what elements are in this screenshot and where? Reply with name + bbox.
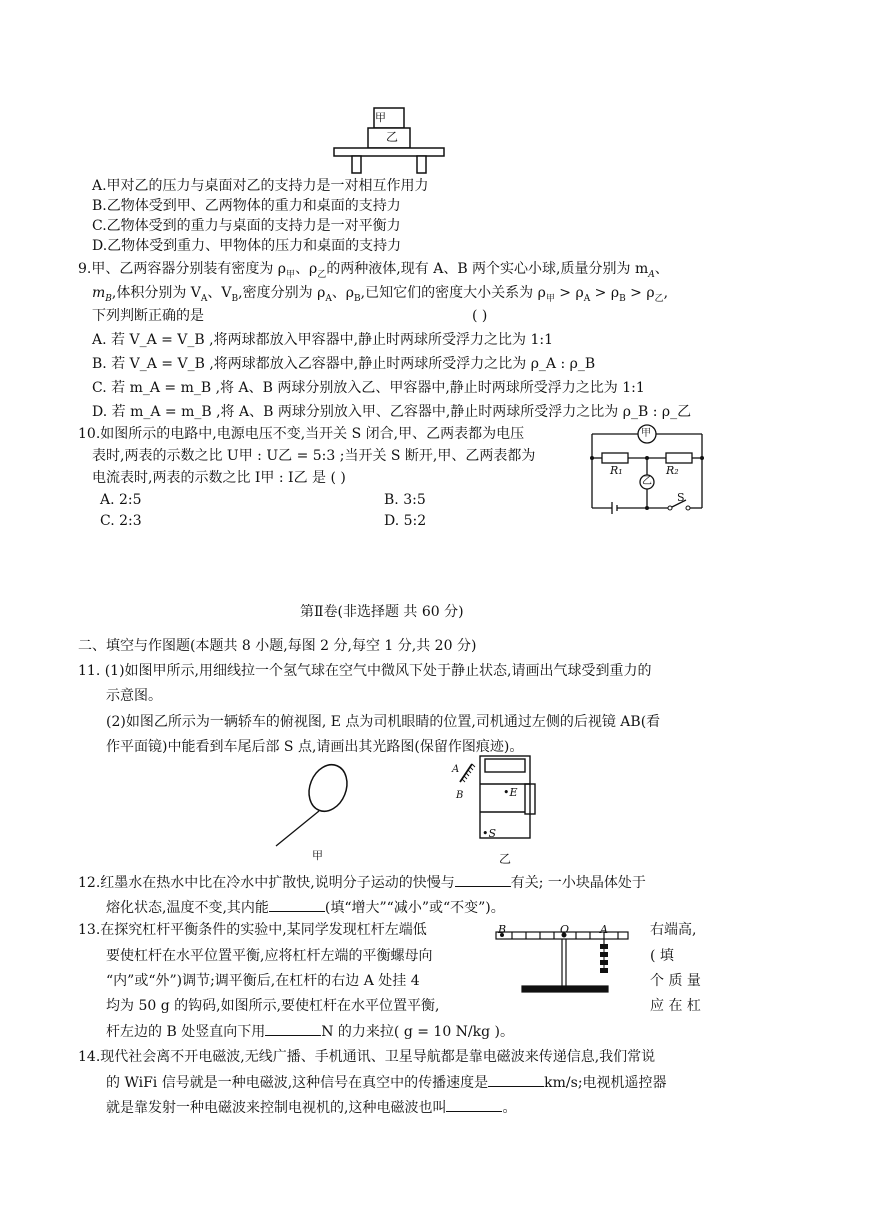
mirror-point-a: A [452, 764, 460, 775]
q8-option-d: D.乙物体受到重力、甲物体的压力和桌面的支持力 [92, 238, 402, 254]
q12-blank-2[interactable] [269, 897, 325, 912]
circuit-r2-label: R₂ [666, 464, 679, 477]
q9-stem-line2: $m_B$,体积分别为 $V_A$、$V_B$,密度分别为 $\rho_A$、$\rho_B$,已知它们的密度大小关系为 $\rho_甲 > \rho_A > \rho_B > \rho_乙$, [92, 285, 669, 304]
q9-option-b: B. 若 V_A = V_B ,将两球都放入乙容器中,静止时两球所受浮力之比为 ρ_A : ρ_B [92, 356, 596, 372]
q10-option-b: B. 3:5 [384, 492, 426, 508]
mirror-point-b: B [456, 790, 464, 801]
q13-line3a: “内”或“外”)调节;调平衡后,在杠杆的右边 A 处挂 4 [106, 973, 420, 989]
q11-line1: 11. (1)如图甲所示,用细线拉一个氢气球在空气中微风下处于静止状态,请画出气球受到重力的 [78, 663, 652, 679]
q9-answer-paren: ( ) [472, 308, 488, 324]
q11-line4: 作平面镜)中能看到车尾后部 S 点,请画出其光路图(保留作图痕迹)。 [106, 739, 524, 755]
fig-yi-caption: 乙 [499, 852, 512, 866]
part-2-header: 二、填空与作图题(本题共 8 小题,每图 2 分,每空 1 分,共 20 分) [78, 638, 477, 654]
q13-line5: 杆左边的 B 处竖直向下用 N 的力来拉( g = 10 N/kg )。 [106, 1021, 514, 1042]
q14-line2: 的 WiFi 信号就是一种电磁波,这种信号在真空中的传播速度是 km/s;电视机遥控器 [106, 1072, 667, 1093]
q12-line2: 熔化状态,温度不变,其内能 (填“增大”“减小”或“不变”)。 [106, 897, 505, 918]
circuit-meter-jia-label: 甲 [641, 428, 651, 439]
q13-blank[interactable] [265, 1021, 321, 1036]
q10-option-c: C. 2:3 [100, 513, 142, 529]
q8-option-c: C.乙物体受到的重力与桌面的支持力是一对平衡力 [92, 218, 401, 234]
block-label-yi: 乙 [386, 130, 399, 144]
q13-line2b: ( 填 [650, 948, 674, 964]
lever-point-a: A [600, 923, 608, 936]
q13-line1b: 右端高, [650, 922, 697, 938]
q9-stem-line3: 下列判断正确的是 [92, 308, 204, 324]
q8-option-b: B.乙物体受到甲、乙两物体的重力和桌面的支持力 [92, 198, 401, 214]
q8-option-a: A.甲对乙的压力与桌面对乙的支持力是一对相互作用力 [92, 178, 429, 194]
q14-line1: 14.现代社会离不开电磁波,无线广播、手机通讯、卫星导航都是靠电磁波来传递信息,我们常说 [78, 1049, 656, 1065]
q10-stem-line2: 表时,两表的示数之比 U甲 : U乙 = 5:3 ;当开关 S 断开,甲、乙两表都为 [92, 448, 536, 464]
balloon-figure [272, 760, 362, 850]
q13-line4a: 均为 50 g 的钩码,如图所示,要使杠杆在水平位置平衡, [106, 998, 440, 1014]
q9-option-c: C. 若 m_A = m_B ,将 A、B 两球分别放入乙、甲容器中,静止时两球所受浮力之比为 1:1 [92, 380, 645, 396]
block-label-jia: 甲 [375, 111, 386, 124]
q13-line1a: 13.在探究杠杆平衡条件的实验中,某同学发现杠杆左端低 [78, 922, 427, 938]
q10-option-a: A. 2:5 [100, 492, 142, 508]
lever-point-o: O [560, 923, 570, 936]
circuit-meter-yi-label: 乙 [642, 476, 652, 487]
q10-stem-line1: 10.如图所示的电路中,电源电压不变,当开关 S 闭合,甲、乙两表都为电压 [78, 426, 525, 442]
circuit-switch-label: S [677, 491, 685, 504]
eye-point-e: •E [503, 786, 518, 799]
q13-line4b: 应 在 杠 [650, 998, 701, 1014]
q13-line2a: 要使杠杆在水平位置平衡,应将杠杆左端的平衡螺母向 [106, 948, 433, 964]
lever-point-b: B [498, 923, 507, 936]
q10-option-d: D. 5:2 [384, 513, 427, 529]
circuit-r1-label: R₁ [610, 464, 623, 477]
q12-blank-1[interactable] [455, 872, 511, 887]
q9-option-a: A. 若 V_A = V_B ,将两球都放入甲容器中,静止时两球所受浮力之比为 1:1 [92, 332, 554, 348]
q14-line3: 就是靠发射一种电磁波来控制电视机的,这种电磁波也叫 。 [106, 1097, 516, 1118]
q12-line1: 12.红墨水在热水中比在冷水中扩散快,说明分子运动的快慢与 有关; 一小块晶体处于 [78, 872, 646, 893]
rear-point-s: •S [482, 827, 497, 840]
q13-line3b: 个 质 量 [650, 973, 701, 989]
q10-stem-line3: 电流表时,两表的示数之比 I甲 : I乙 是 ( ) [92, 470, 346, 486]
q14-blank-1[interactable] [488, 1072, 544, 1087]
q14-blank-2[interactable] [446, 1097, 502, 1112]
q11-line2: 示意图。 [106, 688, 162, 704]
section-2-title: 第Ⅱ卷(非选择题 共 60 分) [300, 604, 464, 620]
fig-jia-caption: 甲 [312, 849, 323, 862]
q11-line3: (2)如图乙所示为一辆轿车的俯视图, E 点为司机眼睛的位置,司机通过左侧的后视镜 AB(看 [106, 714, 661, 730]
q9-stem-line1: 9.甲、乙两容器分别装有密度为 $\rho_甲$、$\rho_乙$的两种液体,现有 A、B 两个实心小球,质量分别为 $m_A$、 [78, 261, 669, 280]
q9-option-d: D. 若 m_A = m_B ,将 A、B 两球分别放入甲、乙容器中,静止时两球所受浮力之比为 ρ_B : ρ_乙 [92, 404, 692, 420]
